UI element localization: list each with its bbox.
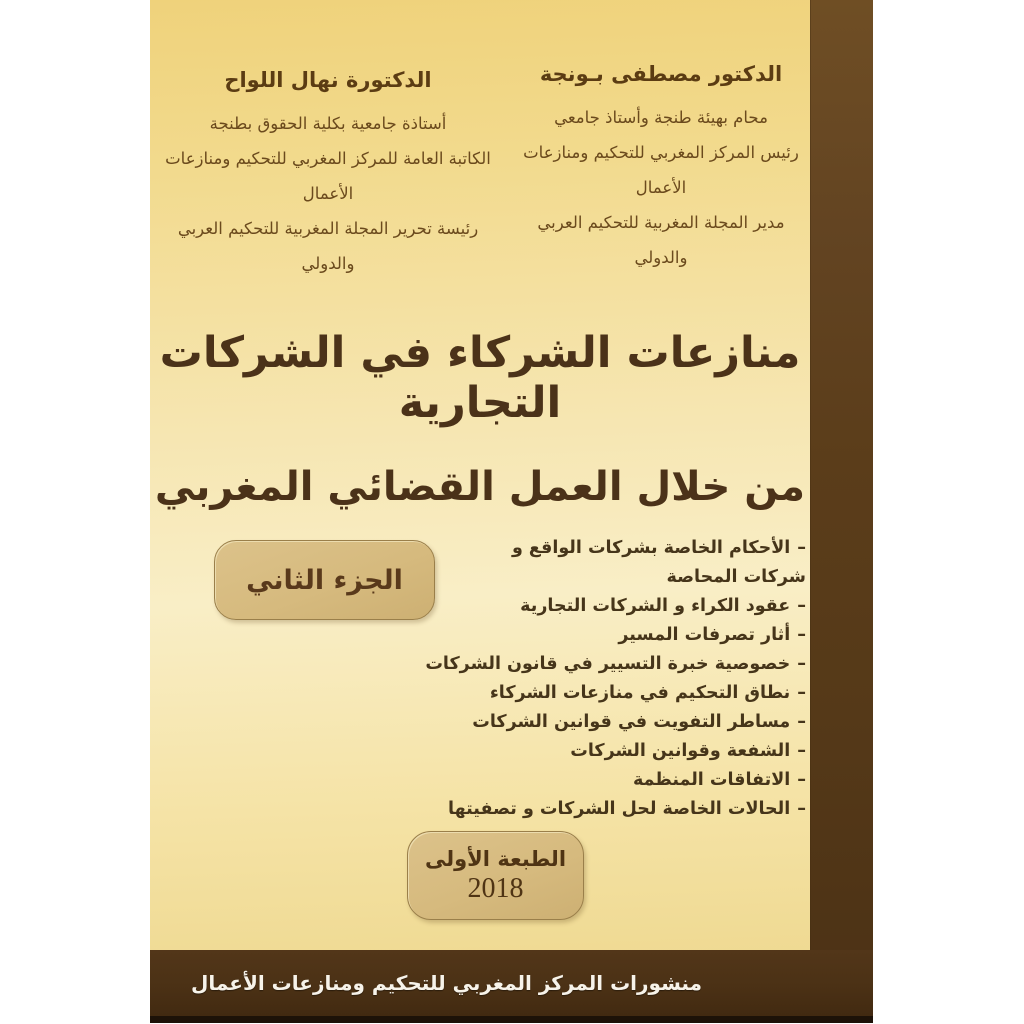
edition-badge: [407, 831, 584, 920]
topic-text: خصوصية خبرة التسيير في قانون الشركات: [425, 654, 791, 674]
book-spine: [810, 0, 873, 1023]
dash-bullet: –: [797, 625, 806, 645]
book-title-line1: منازعات الشركاء في الشركات التجارية: [159, 328, 801, 428]
front-cover: [150, 0, 810, 1023]
topic-item: [424, 592, 806, 621]
dash-bullet: –: [797, 770, 806, 790]
author-block-left: [152, 68, 504, 281]
topic-text: أثار تصرفات المسير: [618, 625, 791, 645]
topics-list: [424, 534, 806, 824]
dash-bullet: –: [797, 654, 806, 674]
topic-item: [454, 534, 806, 592]
author-credential: أستاذة جامعية بكلية الحقوق بطنجة: [209, 114, 447, 133]
dash-bullet: –: [797, 596, 806, 616]
topic-item: [424, 737, 806, 766]
author-name: الدكتور مصطفى بـونجة: [539, 62, 783, 86]
topic-text: الاتفاقات المنظمة: [632, 770, 791, 790]
topic-text: الأحكام الخاصة بشركات الواقع و شركات المحاصة: [511, 538, 806, 587]
topic-text: مساطر التفويت في قوانين الشركات: [472, 712, 791, 732]
topic-item: [424, 679, 806, 708]
author-name: الدكتورة نهال اللواح: [224, 68, 432, 92]
dash-bullet: –: [797, 799, 806, 819]
topic-text: الحالات الخاصة لحل الشركات و تصفيتها: [448, 799, 791, 819]
topic-text: نطاق التحكيم في منازعات الشركاء: [489, 683, 791, 703]
dash-bullet: –: [797, 683, 806, 703]
topic-text: عقود الكراء و الشركات التجارية: [520, 596, 791, 616]
topic-item: [424, 650, 806, 679]
author-credential: مدير المجلة المغربية للتحكيم العربي والدولي: [537, 213, 785, 267]
dash-bullet: –: [797, 538, 806, 558]
publisher-band: [150, 950, 873, 1016]
book-bottom-edge: [150, 1016, 873, 1023]
author-block-right: [518, 62, 804, 275]
topic-item: [424, 708, 806, 737]
book-cover: [150, 0, 873, 1023]
publisher-text: منشورات المركز المغربي للتحكيم ومنازعات الأعمال: [191, 971, 702, 995]
edition-year: 2018: [467, 872, 524, 904]
author-credential: رئيس المركز المغربي للتحكيم ومنازعات الأعمال: [523, 143, 799, 197]
part-badge: [214, 540, 435, 620]
book-title-line2: من خلال العمل القضائي المغربي: [154, 464, 806, 510]
topic-item: [424, 795, 806, 824]
author-credential: رئيسة تحرير المجلة المغربية للتحكيم العربي والدولي: [177, 219, 479, 273]
edition-label: الطبعة الأولى: [424, 846, 567, 871]
part-badge-label: الجزء الثاني: [246, 564, 403, 596]
dash-bullet: –: [797, 712, 806, 732]
topic-item: [424, 621, 806, 650]
topic-item: [424, 766, 806, 795]
topic-text: الشفعة وقوانين الشركات: [570, 741, 791, 761]
book-title: [150, 328, 810, 510]
author-credential: الكاتبة العامة للمركز المغربي للتحكيم ومنازعات الأعمال: [165, 149, 491, 203]
author-credential: محام بهيئة طنجة وأستاذ جامعي: [554, 108, 768, 127]
dash-bullet: –: [797, 741, 806, 761]
